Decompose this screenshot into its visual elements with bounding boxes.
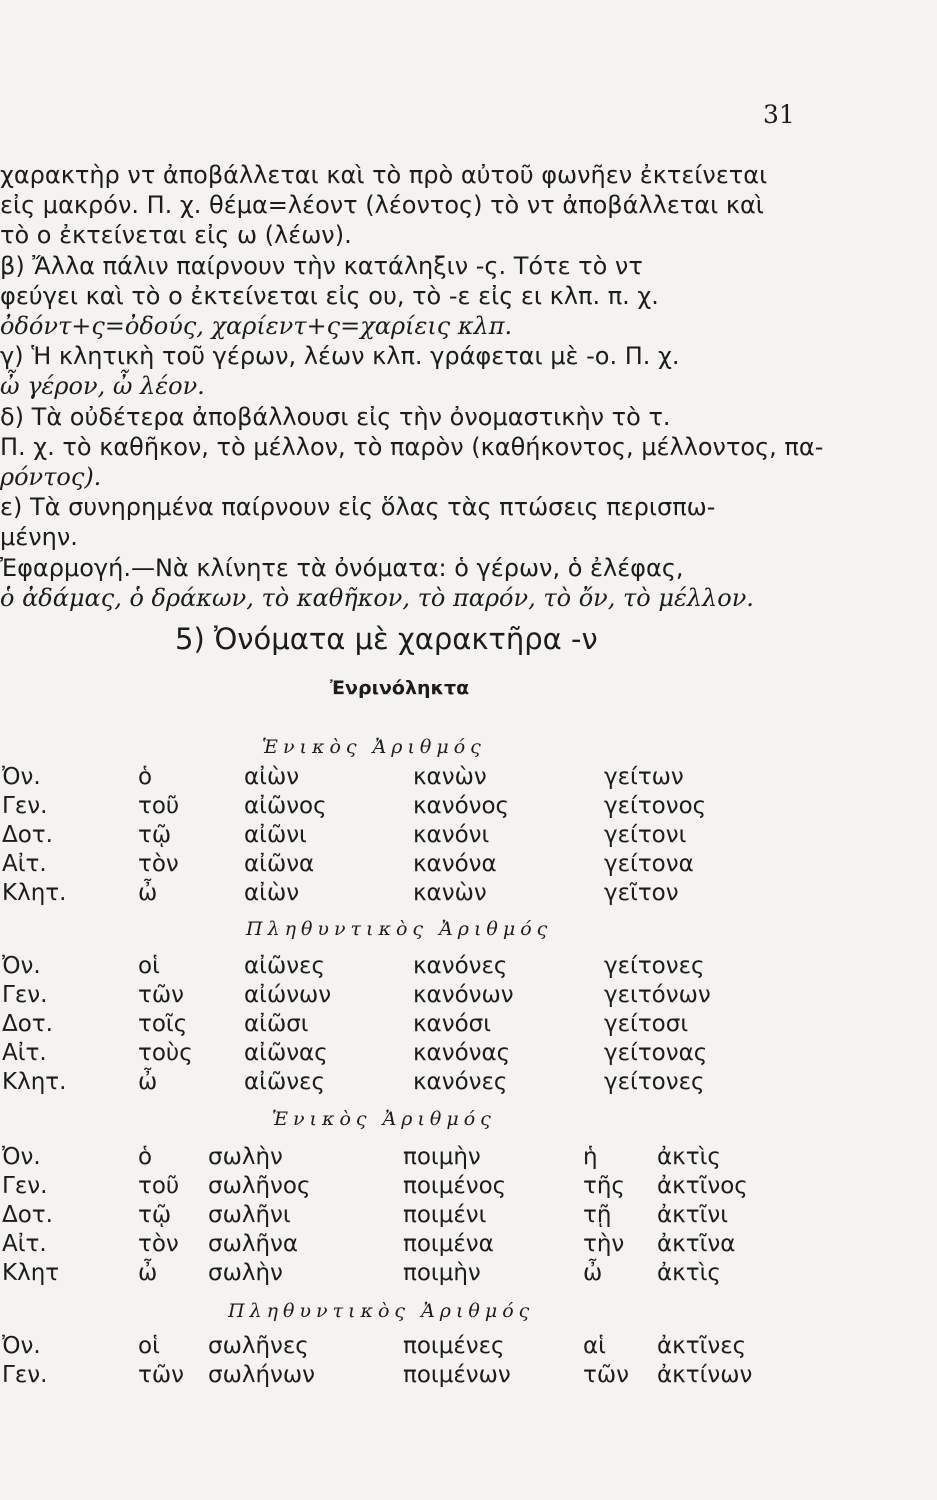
paragraph-line: Ἐφαρμογή.—Νὰ κλίνητε τὰ ὀνόματα: ὁ γέρων, ὁ ἐλέφας, <box>0 553 684 582</box>
table-cell: Αἰτ. <box>2 1040 47 1066</box>
paragraph-line: β) Ἄλλα πάλιν παίρνουν τὴν κατάληξιν -ς. Τότε τὸ ντ <box>0 251 643 280</box>
table-cell: κανόνος <box>413 793 510 819</box>
table-cell: Γεν. <box>2 1173 48 1199</box>
table-cell: σωλήνων <box>208 1362 315 1388</box>
table-cell: αἱ <box>583 1333 606 1359</box>
paragraph-line: γ) Ἡ κλητικὴ τοῦ γέρων, λέων κλπ. γράφεται μὲ -ο. Π. χ. <box>0 342 680 371</box>
table-cell: αἰῶνι <box>244 822 307 848</box>
table-cell: σωλῆνα <box>208 1231 299 1257</box>
table-cell: αἰῶνα <box>244 851 315 877</box>
paragraph-line: ε) Τὰ συνηρημένα παίρνουν εἰς ὅλας τὰς πτώσεις περισπω- <box>0 493 716 522</box>
table-cell: Δοτ. <box>2 1202 53 1228</box>
table-cell: κανόνων <box>413 982 514 1008</box>
table-cell: κανόνες <box>413 953 508 979</box>
table-cell: τῶν <box>583 1362 629 1388</box>
table-cell: ἀκτίνων <box>657 1362 753 1388</box>
table-cell: σωλὴν <box>208 1260 283 1286</box>
table-cell: Κλητ <box>2 1260 60 1286</box>
table-cell: γεῖτον <box>604 880 679 906</box>
table-cell: τῶν <box>138 1362 184 1388</box>
table-cell: ὦ <box>138 880 158 906</box>
table-row <box>0 1362 937 1392</box>
table-cell: γείτονι <box>604 822 687 848</box>
table-cell: τὸν <box>138 851 179 877</box>
table-cell: Ὀν. <box>2 764 41 790</box>
table-cell: τοῦ <box>138 1173 180 1199</box>
table-cell: Αἰτ. <box>2 851 47 877</box>
page-number: 31 <box>763 100 795 129</box>
table-row <box>0 1040 937 1070</box>
table-row <box>0 822 937 852</box>
table-cell: Κλητ. <box>2 880 67 906</box>
table-cell: αἰῶνες <box>244 1069 325 1095</box>
table-row <box>0 851 937 881</box>
table-cell: τὸν <box>138 1231 179 1257</box>
table-row <box>0 982 937 1012</box>
table-cell: τοῦ <box>138 793 180 819</box>
table-cell: τοὺς <box>138 1040 193 1066</box>
table-cell: τὴν <box>583 1231 625 1257</box>
paragraph-line: ὦ γέρον, ὦ λέον. <box>0 372 205 401</box>
table-row <box>0 953 937 983</box>
table-cell: ποιμὴν <box>403 1260 481 1286</box>
table-cell: ὦ <box>138 1260 158 1286</box>
table-row <box>0 1144 937 1174</box>
table-row <box>0 764 937 794</box>
table-cell: γείτονες <box>604 953 705 979</box>
table-cell: ποιμένος <box>403 1173 507 1199</box>
table-row <box>0 1173 937 1203</box>
table-cell: κανόνα <box>413 851 497 877</box>
table-cell: Κλητ. <box>2 1069 67 1095</box>
paragraph-line: χαρακτὴρ ντ ἀποβάλλεται καὶ τὸ πρὸ αὐτοῦ φωνῆεν ἐκτείνεται <box>0 161 768 189</box>
table-row <box>0 1231 937 1261</box>
table-cell: τῷ <box>138 1202 172 1228</box>
table-cell: σωλῆνες <box>208 1333 309 1359</box>
paragraph-line: εἰς μακρόν. Π. χ. θέμα=λέοντ (λέοντος) τὸ ντ ἀποβάλλεται καὶ <box>0 191 764 220</box>
table-cell: ἀκτὶς <box>657 1260 721 1286</box>
table-cell: ἀκτῖνος <box>657 1173 748 1199</box>
table-cell: αἰῶσι <box>244 1011 309 1037</box>
table-cell: γείτονας <box>604 1040 708 1066</box>
table-cell: κανὼν <box>413 764 487 790</box>
table-row <box>0 880 937 910</box>
table-row <box>0 1202 937 1232</box>
table-cell: Γεν. <box>2 982 48 1008</box>
paragraph-line: μένην. <box>0 523 78 552</box>
table-cell: αἰῶνας <box>244 1040 328 1066</box>
table-cell: αἰὼν <box>244 880 300 906</box>
table-cell: γείτονα <box>604 851 694 877</box>
table-cell: κανόνι <box>413 822 490 848</box>
table-cell: τῷ <box>138 822 172 848</box>
table-cell: γείτονες <box>604 1069 705 1095</box>
paragraph-line: ρόντος). <box>0 463 102 491</box>
paragraph-line: δ) Τὰ οὐδέτερα ἀποβάλλουσι εἰς τὴν ὀνομαστικὴν τὸ τ. <box>0 402 671 431</box>
table-cell: κανόνας <box>413 1040 511 1066</box>
table-cell: κανόνες <box>413 1069 508 1095</box>
table-cell: ποιμένων <box>403 1362 511 1388</box>
table-cell: ποιμένα <box>403 1231 494 1257</box>
table-cell: ὦ <box>583 1260 603 1286</box>
section-heading: 5) Ὀνόματα μὲ χαρακτῆρα -ν <box>175 622 598 656</box>
table-cell: κανὼν <box>413 880 487 906</box>
table-cell: ποιμένι <box>403 1202 487 1228</box>
table2-singular-caption: Ἑνικὸς Ἀριθμός <box>272 1108 496 1130</box>
table-cell: αἰώνων <box>244 982 332 1008</box>
table-cell: αἰῶνες <box>244 953 325 979</box>
table-cell: κανόσι <box>413 1011 491 1037</box>
table-cell: τῆς <box>583 1173 625 1199</box>
table-cell: ποιμὴν <box>403 1144 481 1170</box>
table-cell: ποιμένες <box>403 1333 505 1359</box>
table-cell: γείτονος <box>604 793 707 819</box>
table-cell: Αἰτ. <box>2 1231 47 1257</box>
paragraph-line: ὀδόντ+ς=ὀδούς, χαρίεντ+ς=χαρίεις κλπ. <box>0 312 513 340</box>
table-cell: Ὀν. <box>2 1144 41 1170</box>
table-cell: Δοτ. <box>2 1011 53 1037</box>
paragraph-line: τὸ ο ἐκτείνεται εἰς ω (λέων). <box>0 221 352 250</box>
table-row <box>0 1069 937 1099</box>
table-cell: σωλῆνι <box>208 1202 291 1228</box>
paragraph-line: φεύγει καὶ τὸ ο ἐκτείνεται εἰς ου, τὸ -ε εἰς ει κλπ. π. χ. <box>0 281 659 310</box>
table-cell: τῇ <box>583 1202 612 1228</box>
table-cell: Δοτ. <box>2 822 53 848</box>
table1-singular-caption: Ἑνικὸς Ἀριθμός <box>262 736 486 758</box>
table-cell: τῶν <box>138 982 184 1008</box>
table-cell: οἱ <box>138 1333 160 1359</box>
table-cell: σωλὴν <box>208 1144 283 1170</box>
table-cell: ἡ <box>583 1144 598 1170</box>
table-cell: ἀκτῖνες <box>657 1333 747 1359</box>
table-cell: Ὀν. <box>2 953 41 979</box>
table-row <box>0 793 937 823</box>
paragraph-line: ὁ ἀδάμας, ὁ δράκων, τὸ καθῆκον, τὸ παρόν, τὸ ὄν, τὸ μέλλον. <box>0 583 754 612</box>
table-cell: ἀκτῖνι <box>657 1202 728 1228</box>
table-cell: ὁ <box>138 1144 153 1170</box>
section-subheading: Ἐνρινόληκτα <box>330 677 470 699</box>
table-cell: γείτοσι <box>604 1011 689 1037</box>
table-cell: γειτόνων <box>604 982 711 1008</box>
table-row <box>0 1333 937 1363</box>
table-cell: ὁ <box>138 764 153 790</box>
table1-plural-caption: Πληθυντικὸς Ἀριθμός <box>246 918 553 940</box>
table-row <box>0 1260 937 1290</box>
table-cell: σωλῆνος <box>208 1173 311 1199</box>
table-cell: ἀκτὶς <box>657 1144 721 1170</box>
table-cell: αἰῶνος <box>244 793 327 819</box>
table-cell: Ὀν. <box>2 1333 41 1359</box>
table-cell: Γεν. <box>2 1362 48 1388</box>
table-cell: ὦ <box>138 1069 158 1095</box>
table-cell: τοῖς <box>138 1011 188 1037</box>
paragraph-line: Π. χ. τὸ καθῆκον, τὸ μέλλον, τὸ παρὸν (καθήκοντος, μέλλοντος, πα- <box>0 432 824 461</box>
table-cell: γείτων <box>604 764 684 790</box>
table-cell: οἱ <box>138 953 160 979</box>
table-cell: Γεν. <box>2 793 48 819</box>
table-cell: αἰὼν <box>244 764 300 790</box>
table-row <box>0 1011 937 1041</box>
table-cell: ἀκτῖνα <box>657 1231 736 1257</box>
table2-plural-caption: Πληθυντικὸς Ἀριθμός <box>228 1300 535 1322</box>
